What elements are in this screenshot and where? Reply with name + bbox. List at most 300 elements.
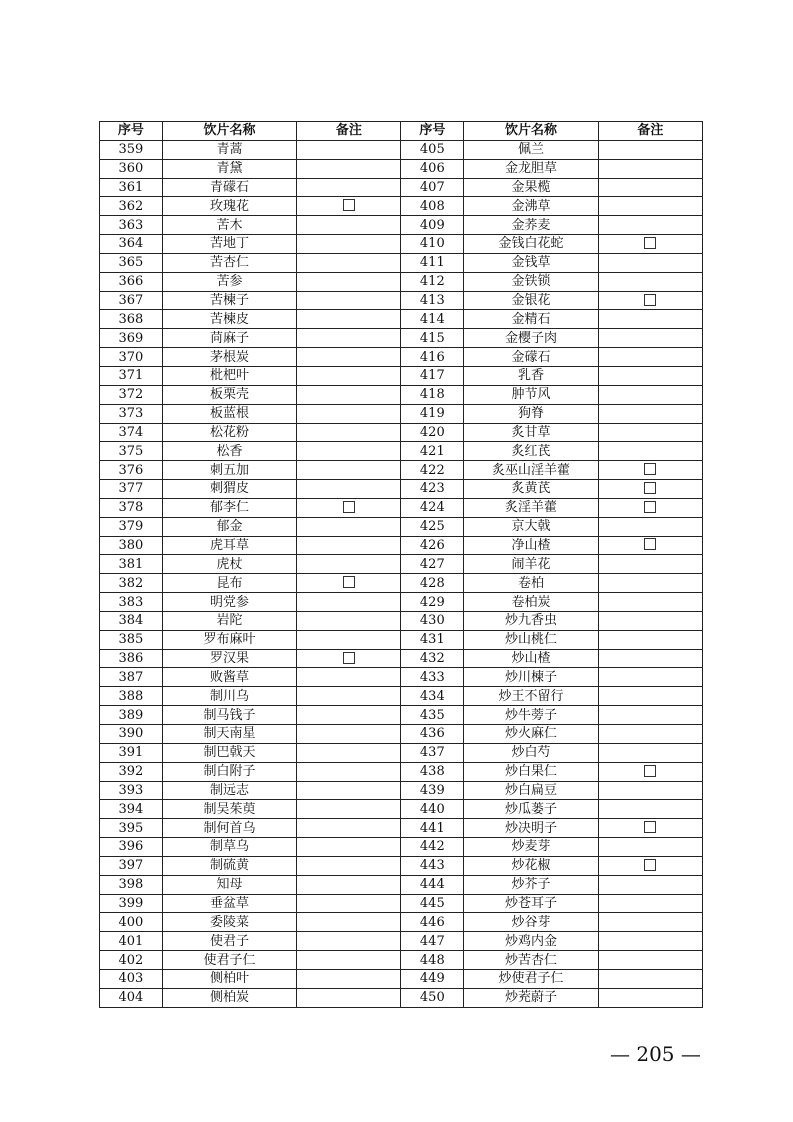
serial-number-cell: 404 [100, 988, 163, 1007]
herb-name-cell: 苦楝子 [162, 291, 297, 310]
table-row [100, 385, 703, 404]
herb-name-cell: 茅根炭 [162, 348, 297, 367]
note-cell [598, 687, 702, 706]
serial-number-cell: 448 [401, 951, 464, 970]
note-cell [297, 725, 401, 744]
herb-name-cell: 刺猬皮 [162, 480, 297, 499]
table-row [100, 423, 703, 442]
note-cell [598, 178, 702, 197]
herb-name-cell: 炙巫山淫羊藿 [464, 461, 599, 480]
serial-number-cell: 366 [100, 272, 163, 291]
serial-number-cell: 443 [401, 856, 464, 875]
note-cell [598, 743, 702, 762]
herb-name-cell: 苦参 [162, 272, 297, 291]
serial-number-cell: 361 [100, 178, 163, 197]
herb-name-cell: 苦杏仁 [162, 253, 297, 272]
table-row [100, 404, 703, 423]
note-cell [297, 932, 401, 951]
serial-number-cell: 412 [401, 272, 464, 291]
herb-name-cell: 制白附子 [162, 762, 297, 781]
serial-number-cell: 447 [401, 932, 464, 951]
serial-number-cell: 432 [401, 649, 464, 668]
note-cell [297, 574, 401, 593]
herb-name-cell: 金精石 [464, 310, 599, 329]
table-row [100, 310, 703, 329]
serial-number-cell: 415 [401, 329, 464, 348]
herb-name-cell: 炒九香虫 [464, 611, 599, 630]
note-cell [598, 800, 702, 819]
herb-name-cell: 炒山桃仁 [464, 630, 599, 649]
serial-number-cell: 368 [100, 310, 163, 329]
herb-name-cell: 侧柏炭 [162, 988, 297, 1007]
table-row [100, 630, 703, 649]
herb-name-cell: 炙甘草 [464, 423, 599, 442]
note-cell [297, 498, 401, 517]
serial-number-cell: 391 [100, 743, 163, 762]
serial-number-cell: 360 [100, 159, 163, 178]
serial-number-cell: 450 [401, 988, 464, 1007]
note-cell [297, 611, 401, 630]
note-cell [297, 216, 401, 235]
serial-number-cell: 433 [401, 668, 464, 687]
serial-number-cell: 441 [401, 819, 464, 838]
herb-name-cell: 苦地丁 [162, 235, 297, 254]
serial-number-cell: 370 [100, 348, 163, 367]
note-cell [297, 969, 401, 988]
herb-name-cell: 委陵菜 [162, 913, 297, 932]
herb-name-cell: 炒谷芽 [464, 913, 599, 932]
note-checkbox-icon [644, 821, 656, 833]
note-cell [598, 630, 702, 649]
herb-name-cell: 肿节风 [464, 385, 599, 404]
note-cell [297, 404, 401, 423]
note-cell [297, 159, 401, 178]
herb-name-cell: 炒芥子 [464, 875, 599, 894]
herb-name-cell: 金钱草 [464, 253, 599, 272]
note-cell [297, 819, 401, 838]
herb-name-cell: 明党参 [162, 593, 297, 612]
herb-name-cell: 败酱草 [162, 668, 297, 687]
note-cell [598, 310, 702, 329]
herb-name-cell: 金礞石 [464, 348, 599, 367]
note-cell [297, 348, 401, 367]
serial-number-cell: 413 [401, 291, 464, 310]
note-checkbox-icon [644, 859, 656, 871]
serial-number-cell: 392 [100, 762, 163, 781]
note-cell [297, 781, 401, 800]
serial-number-cell: 383 [100, 593, 163, 612]
note-cell [598, 235, 702, 254]
note-cell [598, 480, 702, 499]
note-cell [598, 291, 702, 310]
serial-number-cell: 405 [401, 140, 464, 159]
note-cell [598, 781, 702, 800]
note-checkbox-icon [343, 652, 355, 664]
note-cell [297, 593, 401, 612]
herb-name-cell: 郁李仁 [162, 498, 297, 517]
note-cell [297, 310, 401, 329]
serial-number-cell: 434 [401, 687, 464, 706]
herb-name-cell: 炒白扁豆 [464, 781, 599, 800]
herb-name-cell: 京大戟 [464, 517, 599, 536]
note-cell [598, 517, 702, 536]
table-row [100, 781, 703, 800]
serial-number-cell: 431 [401, 630, 464, 649]
serial-number-cell: 421 [401, 442, 464, 461]
table-row [100, 951, 703, 970]
herb-name-cell: 侧柏叶 [162, 969, 297, 988]
note-cell [297, 366, 401, 385]
serial-number-cell: 379 [100, 517, 163, 536]
note-cell [598, 574, 702, 593]
table-row [100, 272, 703, 291]
herb-name-cell: 炒使君子仁 [464, 969, 599, 988]
serial-number-cell: 399 [100, 894, 163, 913]
note-cell [598, 253, 702, 272]
note-cell [598, 932, 702, 951]
note-cell [598, 951, 702, 970]
serial-number-cell: 385 [100, 630, 163, 649]
note-cell [598, 875, 702, 894]
serial-number-cell: 387 [100, 668, 163, 687]
herb-name-cell: 卷柏炭 [464, 593, 599, 612]
table-row [100, 856, 703, 875]
note-cell [297, 668, 401, 687]
serial-number-cell: 365 [100, 253, 163, 272]
note-cell [297, 687, 401, 706]
note-cell [598, 856, 702, 875]
note-cell [297, 894, 401, 913]
herb-name-cell: 炒火麻仁 [464, 725, 599, 744]
serial-number-cell: 437 [401, 743, 464, 762]
herb-name-cell: 板栗壳 [162, 385, 297, 404]
table-row [100, 687, 703, 706]
herb-name-cell: 炒苦杏仁 [464, 951, 599, 970]
serial-number-cell: 439 [401, 781, 464, 800]
note-cell [598, 404, 702, 423]
table-row [100, 574, 703, 593]
herb-name-cell: 金铁锁 [464, 272, 599, 291]
serial-number-cell: 378 [100, 498, 163, 517]
herb-name-cell: 炒苍耳子 [464, 894, 599, 913]
herb-name-cell: 昆布 [162, 574, 297, 593]
herb-name-cell: 枇杷叶 [162, 366, 297, 385]
note-cell [598, 649, 702, 668]
herb-name-cell: 苦木 [162, 216, 297, 235]
herb-name-cell: 炒白芍 [464, 743, 599, 762]
herb-name-cell: 炒山楂 [464, 649, 599, 668]
note-cell [297, 988, 401, 1007]
herb-name-cell: 使君子 [162, 932, 297, 951]
table-row [100, 611, 703, 630]
note-cell [598, 536, 702, 555]
serial-number-cell: 445 [401, 894, 464, 913]
serial-number-cell: 375 [100, 442, 163, 461]
serial-number-cell: 363 [100, 216, 163, 235]
serial-number-cell: 411 [401, 253, 464, 272]
herb-name-cell: 刺五加 [162, 461, 297, 480]
serial-number-cell: 435 [401, 706, 464, 725]
note-cell [297, 272, 401, 291]
serial-number-cell: 400 [100, 913, 163, 932]
herb-name-cell: 松花粉 [162, 423, 297, 442]
serial-number-cell: 423 [401, 480, 464, 499]
serial-number-cell: 436 [401, 725, 464, 744]
herb-name-cell: 制马钱子 [162, 706, 297, 725]
table-row [100, 291, 703, 310]
table-row [100, 235, 703, 254]
herb-name-cell: 青黛 [162, 159, 297, 178]
serial-number-cell: 407 [401, 178, 464, 197]
herb-name-cell: 垂盆草 [162, 894, 297, 913]
note-cell [297, 838, 401, 857]
table-row [100, 819, 703, 838]
note-cell [297, 762, 401, 781]
note-checkbox-icon [644, 237, 656, 249]
serial-number-cell: 416 [401, 348, 464, 367]
table-row [100, 442, 703, 461]
serial-number-cell: 444 [401, 875, 464, 894]
note-cell [598, 969, 702, 988]
herb-name-cell: 炒决明子 [464, 819, 599, 838]
table-row [100, 706, 703, 725]
serial-number-cell: 408 [401, 197, 464, 216]
table-row [100, 894, 703, 913]
serial-number-cell: 367 [100, 291, 163, 310]
table-row [100, 800, 703, 819]
herb-name-cell: 净山楂 [464, 536, 599, 555]
herb-name-cell: 闹羊花 [464, 555, 599, 574]
note-cell [297, 856, 401, 875]
serial-number-cell: 372 [100, 385, 163, 404]
note-cell [297, 235, 401, 254]
herb-name-cell: 炙淫羊藿 [464, 498, 599, 517]
note-cell [598, 988, 702, 1007]
note-cell [297, 517, 401, 536]
serial-number-cell: 420 [401, 423, 464, 442]
note-cell [297, 951, 401, 970]
note-cell [297, 800, 401, 819]
herb-name-cell: 制吴茱萸 [162, 800, 297, 819]
table-row [100, 216, 703, 235]
table-row [100, 461, 703, 480]
note-cell [297, 743, 401, 762]
note-cell [297, 140, 401, 159]
herb-name-cell: 金沸草 [464, 197, 599, 216]
serial-number-cell: 446 [401, 913, 464, 932]
note-cell [297, 253, 401, 272]
herb-name-cell: 板蓝根 [162, 404, 297, 423]
herb-name-cell: 炒花椒 [464, 856, 599, 875]
serial-number-cell: 393 [100, 781, 163, 800]
herb-name-cell: 制巴戟天 [162, 743, 297, 762]
serial-number-cell: 442 [401, 838, 464, 857]
herb-name-cell: 狗脊 [464, 404, 599, 423]
note-cell [598, 385, 702, 404]
note-cell [598, 197, 702, 216]
table-row [100, 668, 703, 687]
herb-name-cell: 青礞石 [162, 178, 297, 197]
table-row [100, 555, 703, 574]
table-row [100, 969, 703, 988]
serial-number-cell: 406 [401, 159, 464, 178]
note-cell [598, 423, 702, 442]
note-cell [598, 725, 702, 744]
note-cell [297, 913, 401, 932]
note-cell [598, 366, 702, 385]
herb-name-cell: 制草乌 [162, 838, 297, 857]
note-cell [297, 706, 401, 725]
serial-number-cell: 422 [401, 461, 464, 480]
note-cell [598, 498, 702, 517]
note-checkbox-icon [644, 765, 656, 777]
note-checkbox-icon [644, 538, 656, 550]
table-row [100, 875, 703, 894]
note-checkbox-icon [644, 463, 656, 475]
note-cell [297, 178, 401, 197]
table-header-row [100, 122, 703, 141]
note-cell [598, 819, 702, 838]
note-checkbox-icon [343, 199, 355, 211]
note-cell [297, 536, 401, 555]
note-cell [598, 272, 702, 291]
note-cell [598, 838, 702, 857]
serial-number-cell: 380 [100, 536, 163, 555]
herb-name-cell: 金钱白花蛇 [464, 235, 599, 254]
herb-name-cell: 岩陀 [162, 611, 297, 630]
note-cell [297, 875, 401, 894]
table-row [100, 517, 703, 536]
herb-name-cell: 松香 [162, 442, 297, 461]
table-row [100, 725, 703, 744]
table-row [100, 178, 703, 197]
note-cell [297, 423, 401, 442]
serial-number-cell: 377 [100, 480, 163, 499]
herb-name-cell: 郁金 [162, 517, 297, 536]
note-cell [598, 442, 702, 461]
serial-number-cell: 376 [100, 461, 163, 480]
note-cell [598, 461, 702, 480]
header-name-left: 饮片名称 [162, 122, 297, 141]
note-cell [297, 555, 401, 574]
herb-name-cell: 玫瑰花 [162, 197, 297, 216]
serial-number-cell: 398 [100, 875, 163, 894]
herb-name-cell: 炙红芪 [464, 442, 599, 461]
serial-number-cell: 390 [100, 725, 163, 744]
header-serial-left: 序号 [100, 122, 163, 141]
herb-name-cell: 佩兰 [464, 140, 599, 159]
herb-name-cell: 金龙胆草 [464, 159, 599, 178]
serial-number-cell: 428 [401, 574, 464, 593]
note-cell [598, 140, 702, 159]
note-checkbox-icon [644, 501, 656, 513]
herb-name-cell: 炒王不留行 [464, 687, 599, 706]
herb-name-cell: 制远志 [162, 781, 297, 800]
serial-number-cell: 395 [100, 819, 163, 838]
herb-name-cell: 金银花 [464, 291, 599, 310]
serial-number-cell: 409 [401, 216, 464, 235]
herb-name-cell: 罗布麻叶 [162, 630, 297, 649]
serial-number-cell: 430 [401, 611, 464, 630]
note-cell [598, 329, 702, 348]
serial-number-cell: 410 [401, 235, 464, 254]
note-cell [297, 480, 401, 499]
serial-number-cell: 426 [401, 536, 464, 555]
table-row [100, 159, 703, 178]
note-checkbox-icon [343, 501, 355, 513]
table-row [100, 913, 703, 932]
herb-name-cell: 虎耳草 [162, 536, 297, 555]
table-row [100, 762, 703, 781]
herb-name-cell: 炒鸡内金 [464, 932, 599, 951]
header-serial-right: 序号 [401, 122, 464, 141]
table-row [100, 140, 703, 159]
header-note-left: 备注 [297, 122, 401, 141]
note-cell [297, 329, 401, 348]
note-cell [598, 216, 702, 235]
table-row [100, 253, 703, 272]
serial-number-cell: 386 [100, 649, 163, 668]
header-note-right: 备注 [598, 122, 702, 141]
note-cell [598, 593, 702, 612]
serial-number-cell: 449 [401, 969, 464, 988]
page-number: — 205 — [610, 1042, 701, 1066]
serial-number-cell: 381 [100, 555, 163, 574]
note-cell [598, 762, 702, 781]
note-cell [297, 197, 401, 216]
herb-list-table [99, 121, 703, 1008]
table-row [100, 743, 703, 762]
table-row [100, 348, 703, 367]
herb-name-cell: 卷柏 [464, 574, 599, 593]
serial-number-cell: 364 [100, 235, 163, 254]
table-row [100, 329, 703, 348]
herb-name-cell: 罗汉果 [162, 649, 297, 668]
serial-number-cell: 371 [100, 366, 163, 385]
serial-number-cell: 396 [100, 838, 163, 857]
serial-number-cell: 369 [100, 329, 163, 348]
serial-number-cell: 374 [100, 423, 163, 442]
table-row [100, 649, 703, 668]
herb-name-cell: 金荞麦 [464, 216, 599, 235]
serial-number-cell: 397 [100, 856, 163, 875]
serial-number-cell: 419 [401, 404, 464, 423]
herb-name-cell: 青蒿 [162, 140, 297, 159]
note-cell [598, 913, 702, 932]
herb-name-cell: 乳香 [464, 366, 599, 385]
note-cell [598, 159, 702, 178]
herb-name-cell: 制天南星 [162, 725, 297, 744]
serial-number-cell: 373 [100, 404, 163, 423]
table-row [100, 536, 703, 555]
note-cell [598, 348, 702, 367]
herb-name-cell: 炒瓜蒌子 [464, 800, 599, 819]
serial-number-cell: 418 [401, 385, 464, 404]
herb-name-cell: 炒麦芽 [464, 838, 599, 857]
table-row [100, 197, 703, 216]
herb-name-cell: 使君子仁 [162, 951, 297, 970]
serial-number-cell: 440 [401, 800, 464, 819]
serial-number-cell: 425 [401, 517, 464, 536]
note-cell [297, 649, 401, 668]
table-body [100, 140, 703, 1007]
note-checkbox-icon [343, 576, 355, 588]
table-row [100, 480, 703, 499]
header-name-right: 饮片名称 [464, 122, 599, 141]
herb-name-cell: 金樱子肉 [464, 329, 599, 348]
serial-number-cell: 388 [100, 687, 163, 706]
note-cell [598, 894, 702, 913]
